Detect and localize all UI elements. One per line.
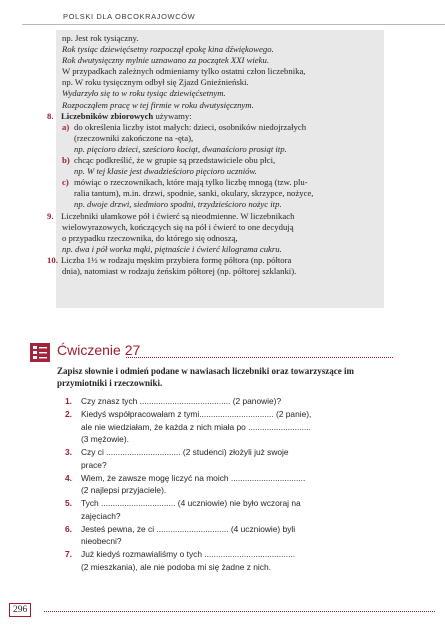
page-number: 296 (9, 603, 31, 617)
point-line: np. dwa i pół worka mąki, piętnaście i ćwierć kilograma cukru. (62, 243, 282, 254)
exercise-item (65, 446, 386, 471)
point-line: dnia), natomiast w rodzaju żeńskim półtorej (np. półtorej szklanki). (62, 265, 297, 276)
exercise-item (65, 472, 386, 497)
subpoint-label: a) (62, 121, 70, 132)
point-line: o przypadku rzeczownika, do którego się odnoszą, (62, 232, 238, 243)
grammar-line: Rok tysiąc dziewięćsetny rozpoczął epokę kina dźwiękowego. (62, 44, 274, 55)
item-number: 4. (65, 472, 72, 483)
item-line: zajęciach? (81, 510, 121, 521)
subpoint-line: np. pięcioro dzieci, sześcioro kociąt, dwanaścioro prosiąt itp. (74, 143, 287, 154)
exercise-item (65, 408, 386, 446)
item-line: Czy znasz tych ....................................... (2 panowie)? (81, 396, 282, 406)
point-line: Liczba 1½ w rodzaju męskim przybiera formę półtora (np. półtora (61, 254, 292, 265)
grammar-line: Rozpocząłem pracę w tej firmie w roku dwutysięcznym. (62, 99, 254, 110)
exercise-instruction: Zapisz słownie i odmień podane w nawiasach liczebniki oraz towarzyszące im przymiotniki i rzeczowniki. (57, 366, 354, 388)
point-number: 8. (47, 110, 54, 121)
item-line: Już kiedyś rozmawialiśmy o tych ....................................... (81, 549, 296, 560)
item-line: (2 najlepsi przyjaciele). (81, 485, 167, 496)
subpoint-line: ralia tantum), m.in. drzwi, spodnie, sanki, okulary, skrzypce, nożyce, (74, 188, 314, 199)
item-line: Czy ci ................................ (2 studenci) złożyli już swoje (81, 447, 289, 458)
point-8b (62, 155, 380, 166)
subpoint-line: np. dwoje drzwi, siedmioro spodni, trzydzieścioro nożyc itp. (74, 199, 282, 210)
subpoint-label: b) (62, 155, 70, 166)
point-8a (62, 122, 380, 133)
item-number: 5. (65, 498, 72, 509)
grammar-line: Rok dwutysięczny mylnie uznawano za początek XXI wieku. (62, 55, 270, 66)
point-line: wielowyrazowych, kończących się na pół i ćwierć to one decydują (62, 221, 294, 232)
point-number: 10. (47, 254, 58, 265)
subpoint-line: mówiąc o rzeczownikach, które mają tylko liczbę mnogą (tzw. plu- (74, 177, 308, 188)
item-line: Tych ................................ (4 uczniowie) nie było wczoraj na (81, 498, 301, 509)
item-line: ale nie wiedziałam, że każda z nich miała po ........................... (81, 421, 311, 432)
grammar-line: np. W roku tysięcznym odbył się Zjazd Gnieźnieński. (62, 77, 249, 88)
grammar-line: Wydarzyło się to w roku tysiąc dziewięćsetnym. (62, 88, 226, 99)
point-8c (62, 177, 380, 188)
item-number: 3. (65, 447, 72, 458)
point-9 (47, 210, 380, 222)
subpoint-line: np. W tej klasie jest dwadzieścioro pięcioro uczniów. (74, 166, 257, 177)
item-line: Jesteś pewna, że ci ............................... (4 uczniowie) byli (81, 523, 296, 534)
subpoint-line: do określenia liczby istot małych: dzieci, osobników niedojrzałych (74, 121, 307, 132)
point-10 (47, 254, 380, 266)
subpoint-line: (rzeczowniki zakończone na -ęta), (74, 132, 194, 143)
point-title-rest: używamy: (153, 110, 192, 121)
exercise-title-rule (126, 357, 393, 358)
point-line: Liczebniki ułamkowe pół i ćwierć są nieodmienne. W liczebnikach (61, 210, 295, 221)
item-line: Wiem, że zawsze mogę liczyć na moich ................................ (81, 472, 306, 483)
item-number: 6. (65, 523, 72, 534)
point-number: 9. (47, 210, 54, 221)
subpoint-line: chcąc podkreślić, że w grupie są przedstawiciele obu płci, (74, 155, 276, 166)
item-number: 7. (65, 549, 72, 560)
grammar-line: W przypadkach zależnych odmieniamy tylko ostatni człon liczebnika, (62, 66, 306, 77)
item-line: prace? (81, 459, 107, 470)
item-line: nieobecni? (81, 536, 122, 547)
point-title: Liczebników zbiorowych (61, 110, 154, 121)
exercise-title: Ćwiczenie 27 (57, 342, 141, 358)
grammar-line: np. Jest rok tysiączny. (62, 33, 139, 43)
item-number: 2. (65, 408, 72, 419)
header-rule (22, 24, 445, 25)
item-line: (3 mężowie). (81, 434, 129, 445)
grammar-text (47, 33, 380, 277)
exercise-item (65, 395, 386, 408)
exercise-item (65, 497, 386, 522)
item-line: (2 mieszkania), ale nie podoba mi się żadne z nich. (81, 562, 271, 573)
item-number: 1. (65, 396, 72, 406)
item-line: Kiedyś współpracowałam z tymi................................ (2 panie), (81, 408, 312, 419)
running-header: POLSKI DLA OBCOKRAJOWCÓW (63, 12, 196, 21)
exercise-item (65, 548, 386, 573)
exercise-list (65, 395, 386, 574)
footer-rule (44, 611, 435, 612)
exercise-item (65, 523, 386, 548)
exercise-icon (30, 343, 50, 362)
point-8-heading (47, 110, 380, 122)
subpoint-label: c) (62, 177, 69, 188)
